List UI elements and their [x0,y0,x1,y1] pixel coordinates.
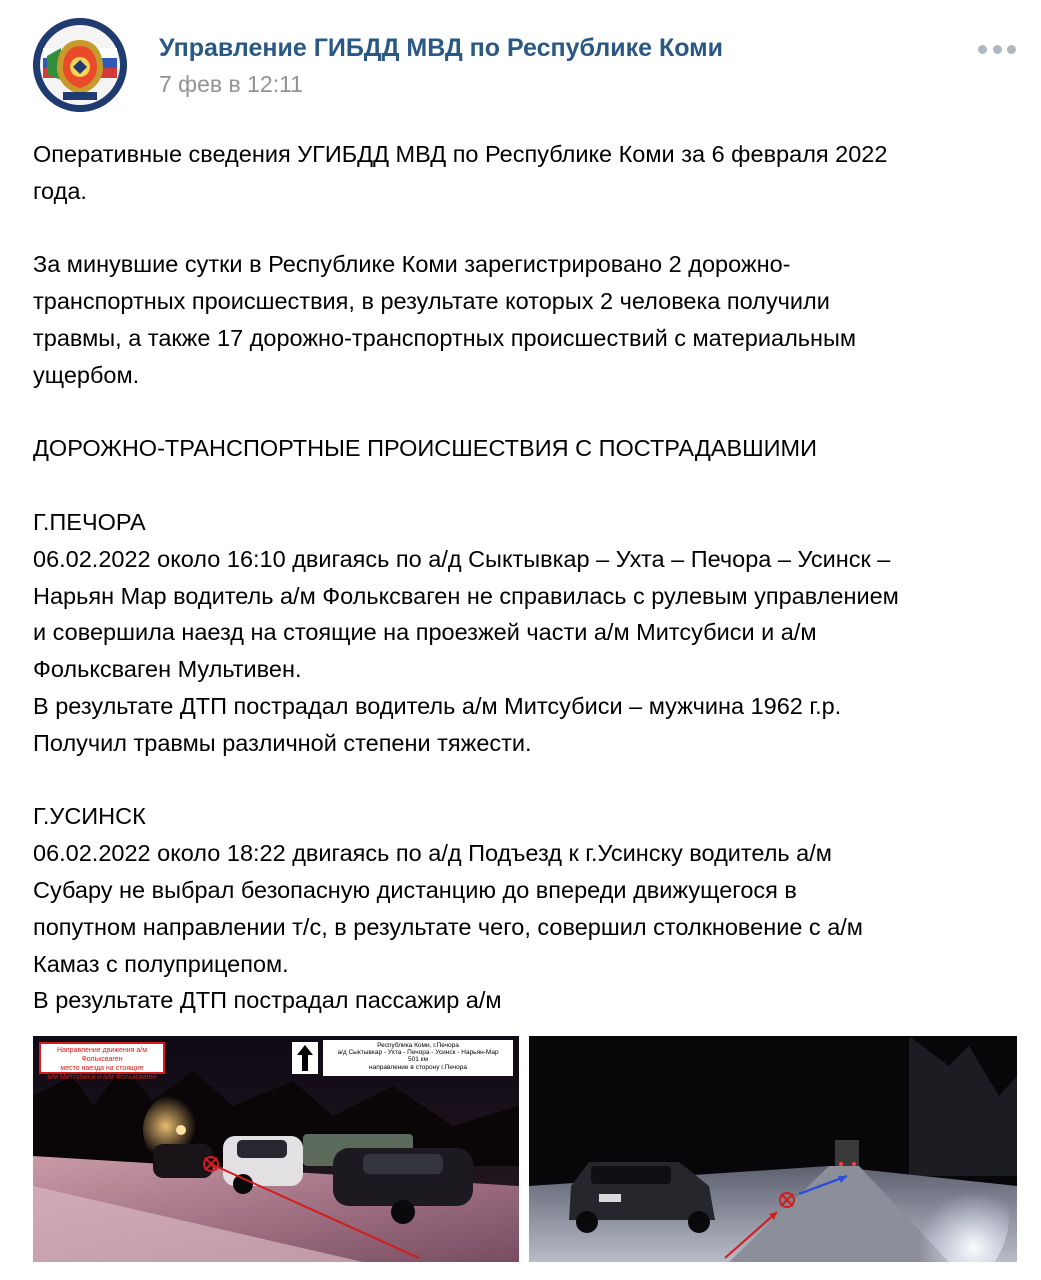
dot [1007,45,1016,54]
info-line: Республика Коми, г.Печора [377,1042,459,1049]
paragraph-summary: За минувшие сутки в Республике Коми зарегистрировано 2 дорожно- транспортных происшествия, в результате которых 2 человека получили травмы, а также 17 дорожно-транспортных происшествий с материальным ущербом. [33,251,857,388]
author-name[interactable]: Управление ГИБДД МВД по Республике Коми [159,34,724,62]
author-avatar[interactable] [33,18,127,112]
paragraph-pechora: Г.ПЕЧОРА 06.02.2022 около 16:10 двигаясь по а/д Сыктывкар – Ухта – Печора – Усинск – Нарьян Мар водитель а/м Фольксваген не справилась с рулевым управлением и совершила наезд на стоящие на проезжей части а/м Митсубиси и а/м Фольксваген Мультивен. В результате ДТП пострадал водитель а/м Митсубиси – мужчина 1962 г.р. Получил травмы различной степени тяжести. [33,508,899,756]
paragraph-intro: Оперативные сведения УГИБДД МВД по Республике Коми за 6 февраля 2022 года. [33,141,888,204]
photo-accident-usinsk[interactable] [529,1036,1017,1262]
north-arrow-icon [292,1042,318,1074]
photo-accident-pechora[interactable] [33,1036,519,1262]
post-text [33,136,1018,1019]
label-line: Направление движения а/м Фольксваген [56,1047,148,1063]
section-heading: ДОРОЖНО-ТРАНСПОРТНЫЕ ПРОИСШЕСТВИЯ С ПОСТРАДАВШИМИ [33,435,818,462]
info-line: 501 км [408,1056,428,1064]
dot [993,45,1002,54]
post-date[interactable]: 7 фев в 12:11 [159,71,303,97]
traffic-police-emblem-icon [33,18,127,112]
photo-attachments [33,1036,1017,1262]
info-line: направление в сторону г.Печора [369,1063,467,1071]
paragraph-usinsk: Г.УСИНСК 06.02.2022 около 18:22 двигаясь по а/д Подъезд к г.Усинску водитель а/м Субару не выбрал безопасную дистанцию до впереди движущегося в попутном направлении т/с, в результате чего, совершил столкновение с а/м Камаз с полуприцепом. В результате ДТП пострадал пассажир а/м [33,803,863,1014]
location-info-box [323,1040,513,1076]
label-line: место наезда на стоящие [60,1065,144,1072]
info-line: а/д Сыктывкар - Ухта - Печора - Усинск - Нарьян-Мар [337,1049,499,1057]
night-road-scene-image [529,1036,1017,1262]
more-dots-icon[interactable] [978,40,1016,58]
label-line: а/м Митсубиси и а/м Фольксваген [47,1074,157,1081]
direction-label [39,1042,165,1081]
dot [978,45,987,54]
